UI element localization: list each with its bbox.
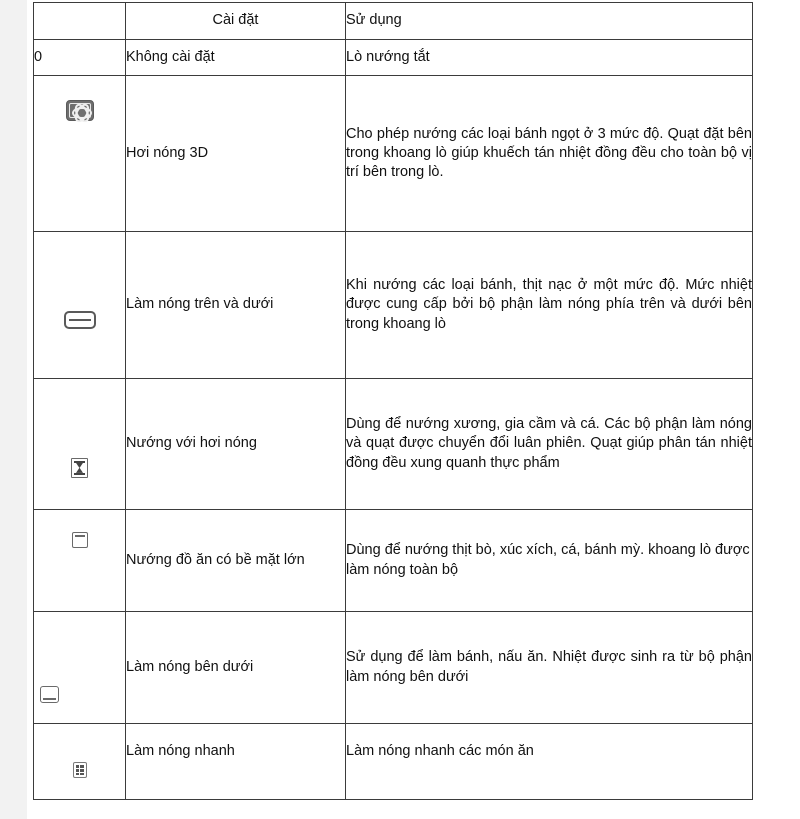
row-usage-cell bbox=[346, 724, 753, 800]
usage-text: Khi nướng các loại bánh, thịt nạc ở một mức độ. Mức nhiệt được cung cấp bởi bộ phận làm nóng phía trên và dưới bên trong khoang lò bbox=[346, 277, 752, 332]
usage-text: Dùng để nướng xương, gia cầm và cá. Các bộ phận làm nóng và quạt được chuyển đổi luân phiên. Quạt giúp phân tán nhiệt đồng đều xung quanh thực phẩm bbox=[346, 416, 752, 471]
row-setting-cell bbox=[126, 232, 346, 379]
row-usage-cell bbox=[346, 76, 753, 232]
header-setting-cell bbox=[126, 3, 346, 40]
table-row bbox=[34, 379, 753, 510]
table-row bbox=[34, 40, 753, 76]
usage-text: Dùng để nướng thịt bò, xúc xích, cá, bánh mỳ. khoang lò được làm nóng toàn bộ bbox=[346, 542, 750, 578]
header-usage-label: Sử dụng bbox=[346, 12, 402, 29]
usage-text: Lò nướng tắt bbox=[346, 48, 430, 65]
fast-preheat-icon-dot bbox=[80, 765, 84, 768]
row-icon-cell bbox=[34, 612, 126, 724]
usage-text: Sử dụng để làm bánh, nấu ăn. Nhiệt được sinh ra từ bộ phận làm nóng bên dưới bbox=[346, 649, 752, 685]
row-usage-cell bbox=[346, 379, 753, 510]
row-icon-cell bbox=[34, 510, 126, 612]
fast-preheat-icon-dot bbox=[76, 769, 80, 772]
page-left-margin bbox=[0, 0, 27, 819]
row-setting-cell bbox=[126, 510, 346, 612]
header-icon-cell bbox=[34, 3, 126, 40]
setting-label: Nướng với hơi nóng bbox=[126, 435, 257, 452]
fast-preheat-icon-dots bbox=[76, 765, 84, 775]
row-usage-cell bbox=[346, 232, 753, 379]
setting-label: Nướng đồ ăn có bề mặt lớn bbox=[126, 551, 305, 568]
bottom-heat-icon bbox=[40, 686, 59, 703]
icon-container bbox=[34, 76, 125, 127]
table-row bbox=[34, 510, 753, 612]
header-usage-cell bbox=[346, 3, 753, 40]
setting-label: Không cài đặt bbox=[126, 48, 215, 65]
row-usage-cell bbox=[346, 40, 753, 76]
row-usage-cell bbox=[346, 612, 753, 724]
grill-with-fan-icon-bottom-bar bbox=[74, 473, 85, 475]
row-setting-cell bbox=[126, 379, 346, 510]
table-row bbox=[34, 724, 753, 800]
row-icon-cell-zero bbox=[34, 40, 126, 76]
top-bottom-heat-icon-bar bbox=[69, 319, 91, 321]
icon-container bbox=[34, 532, 125, 588]
oven-functions-table bbox=[33, 2, 753, 800]
header-setting-label: Cài đặt bbox=[212, 12, 259, 29]
grill-with-fan-icon-top-bar bbox=[74, 461, 85, 463]
row-icon-cell bbox=[34, 724, 126, 800]
usage-text: Làm nóng nhanh các món ăn bbox=[346, 743, 534, 759]
row-setting-cell bbox=[126, 40, 346, 76]
table-row bbox=[34, 612, 753, 724]
fast-preheat-icon-dot bbox=[76, 773, 80, 776]
row-icon-cell bbox=[34, 379, 126, 510]
icon-container bbox=[34, 275, 125, 335]
row-setting-cell bbox=[126, 724, 346, 800]
table-header-row bbox=[34, 3, 753, 40]
fast-preheat-icon bbox=[73, 762, 87, 778]
icon-container bbox=[34, 738, 125, 784]
row-setting-cell bbox=[126, 612, 346, 724]
row-icon-cell bbox=[34, 76, 126, 232]
setting-label: Làm nóng trên và dưới bbox=[126, 296, 274, 313]
fast-preheat-icon-dot bbox=[76, 765, 80, 768]
row-icon-cell bbox=[34, 232, 126, 379]
icon-container bbox=[34, 686, 131, 723]
grill-with-fan-icon-hourglass bbox=[76, 463, 83, 473]
large-surface-grill-icon-bar bbox=[75, 535, 85, 537]
row-setting-cell bbox=[126, 76, 346, 232]
hot-air-3d-icon bbox=[66, 100, 94, 121]
setting-label: Hơi nóng 3D bbox=[126, 144, 209, 161]
icon-container bbox=[34, 404, 125, 484]
row-usage-cell bbox=[346, 510, 753, 612]
document-page bbox=[27, 0, 800, 819]
setting-label: Làm nóng nhanh bbox=[126, 743, 235, 759]
table-row bbox=[34, 76, 753, 232]
fast-preheat-icon-dot bbox=[80, 773, 84, 776]
usage-text: Cho phép nướng các loại bánh ngọt ở 3 mức độ. Quạt đặt bên trong khoang lò giúp khuếch tán nhiệt đồng đều cho toàn bộ vị trí bên trong lò. bbox=[346, 125, 752, 181]
top-bottom-heat-icon bbox=[64, 311, 96, 329]
fast-preheat-icon-dot bbox=[80, 769, 84, 772]
setting-label: Làm nóng bên dưới bbox=[126, 658, 254, 675]
table-row bbox=[34, 232, 753, 379]
bottom-heat-icon-bar bbox=[43, 698, 56, 700]
grill-with-fan-icon bbox=[71, 458, 88, 478]
large-surface-grill-icon bbox=[72, 532, 88, 548]
zero-label: 0 bbox=[34, 48, 43, 65]
